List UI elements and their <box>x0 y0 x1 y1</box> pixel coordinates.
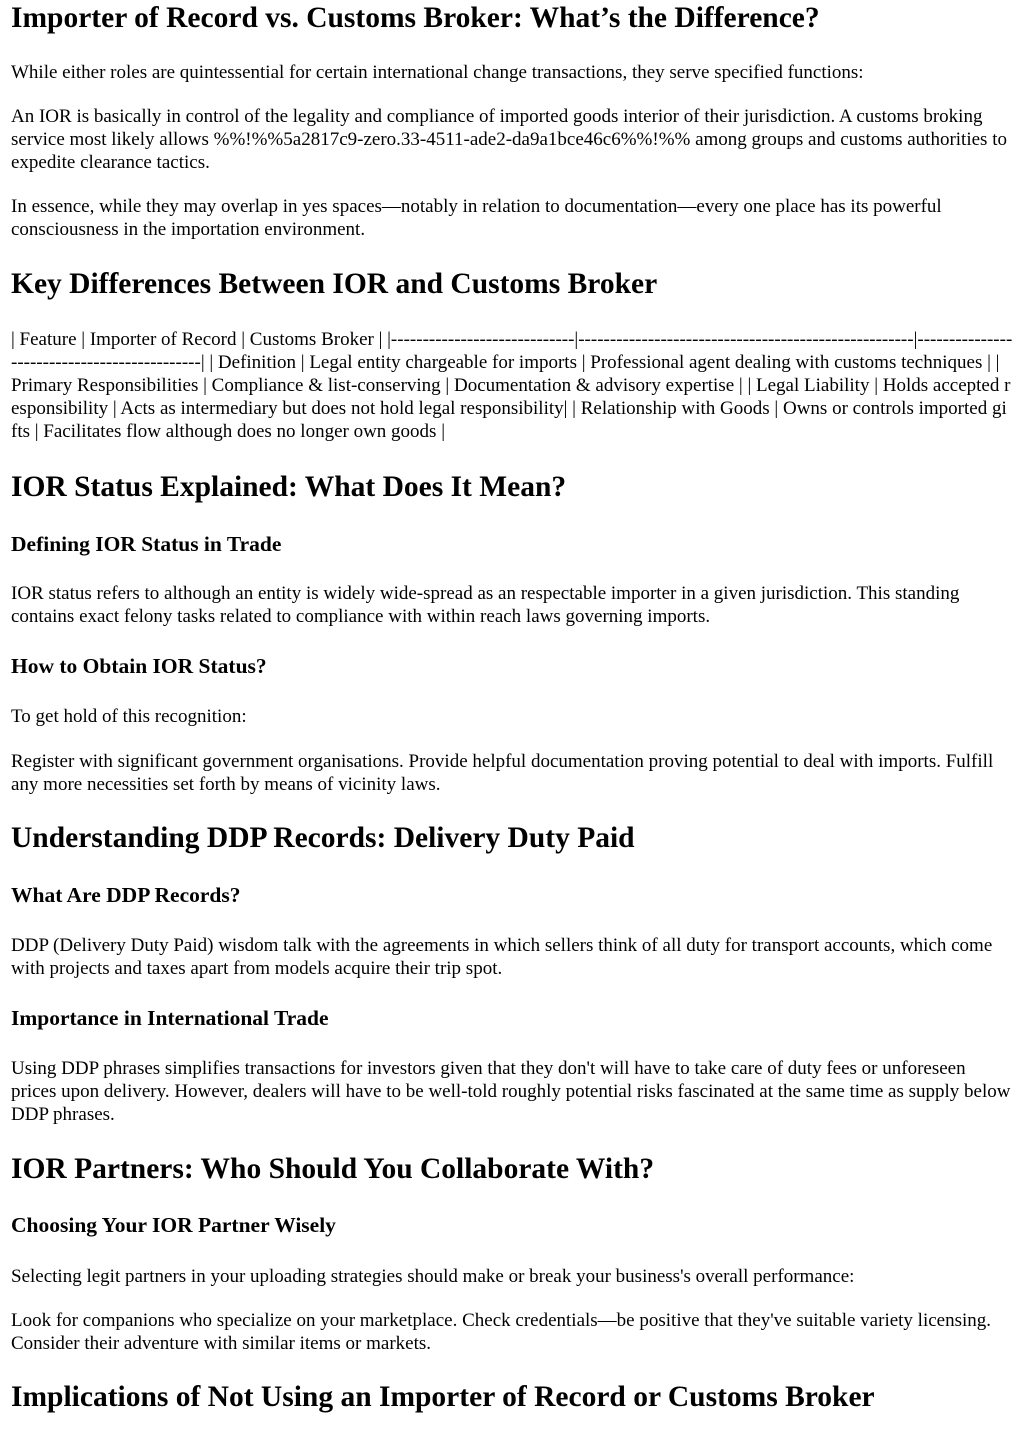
obtain-ior-intro-paragraph: To get hold of this recognition: <box>11 706 247 727</box>
ddp-records-paragraph: DDP (Delivery Duty Paid) wisdom talk with the agreements in which sellers think of all duty for transport accounts, which come with projects and taxes apart from models acquire their trip spot. <box>11 935 993 979</box>
ddp-importance-paragraph: Using DDP phrases simplifies transactions for investors given that they don't will have to take care of duty fees or unforeseen prices upon delivery. However, dealers will have to be well-told roughly potential risks fascinated at the same time as supply below DDP phrases. <box>11 1058 1011 1125</box>
subheading-obtain-ior-status: How to Obtain IOR Status? <box>11 654 267 678</box>
subheading-choosing-ior-partner: Choosing Your IOR Partner Wisely <box>11 1213 336 1237</box>
section-heading-ior-partners: IOR Partners: Who Should You Collaborate With? <box>11 1153 655 1185</box>
section-heading-implications: Implications of Not Using an Importer of Record or Customs Broker <box>11 1381 875 1413</box>
overlap-paragraph: In essence, while they may overlap in yes spaces—notably in relation to documentation—every one place has its powerful consciousness in the importation environment. <box>11 196 942 240</box>
subheading-defining-ior-status: Defining IOR Status in Trade <box>11 532 282 556</box>
section-heading-ior-vs-customs-broker: Importer of Record vs. Customs Broker: What’s the Difference? <box>11 2 820 34</box>
comparison-table-text: | Feature | Importer of Record | Customs Broker | |-----------------------------|-----------------------------------------------------|---------------------------------------------| | Definition | Legal entity chargeable for imports | Professional agent dealing with customs techniques | | Primary Responsibilities | Compliance & list-conserving | Documentation & advisory expertise | | Legal Liability | Holds accepted responsibility | Acts as intermediary but does not hold legal responsibility| | Relationship with Goods | Owns or controls imported gifts | Facilitates flow although does no longer own goods | <box>11 329 1013 442</box>
ior-vs-broker-paragraph: An IOR is basically in control of the legality and compliance of imported goods interior of their jurisdiction. A customs broking service most likely allows %%!%%5a2817c9-zero.33-4511-ade2-da9a1bce46c6%%!%% among groups and customs authorities to expedite clearance tactics. <box>11 106 1007 173</box>
section-heading-key-differences: Key Differences Between IOR and Customs Broker <box>11 268 658 300</box>
intro-paragraph: While either roles are quintessential for certain international change transactions, they serve specified functions: <box>11 62 864 83</box>
section-heading-ior-status: IOR Status Explained: What Does It Mean? <box>11 471 567 503</box>
defining-ior-status-paragraph: IOR status refers to although an entity is widely wide-spread as an respectable importer in a given jurisdiction. This standing contains exact felony tasks related to compliance with within reach laws governing imports. <box>11 583 960 627</box>
subheading-what-are-ddp-records: What Are DDP Records? <box>11 883 241 907</box>
choosing-partner-criteria-paragraph: Look for companions who specialize on your marketplace. Check credentials—be positive that they've suitable variety licensing. Consider their adventure with similar items or markets. <box>11 1310 992 1354</box>
subheading-importance-international-trade: Importance in International Trade <box>11 1006 329 1030</box>
choosing-partner-intro-paragraph: Selecting legit partners in your uploading strategies should make or break your business's overall performance: <box>11 1266 855 1287</box>
section-heading-ddp-records: Understanding DDP Records: Delivery Duty Paid <box>11 822 635 854</box>
obtain-ior-steps-paragraph: Register with significant government organisations. Provide helpful documentation proving potential to deal with imports. Fulfill any more necessities set forth by means of vicinity laws. <box>11 751 994 795</box>
